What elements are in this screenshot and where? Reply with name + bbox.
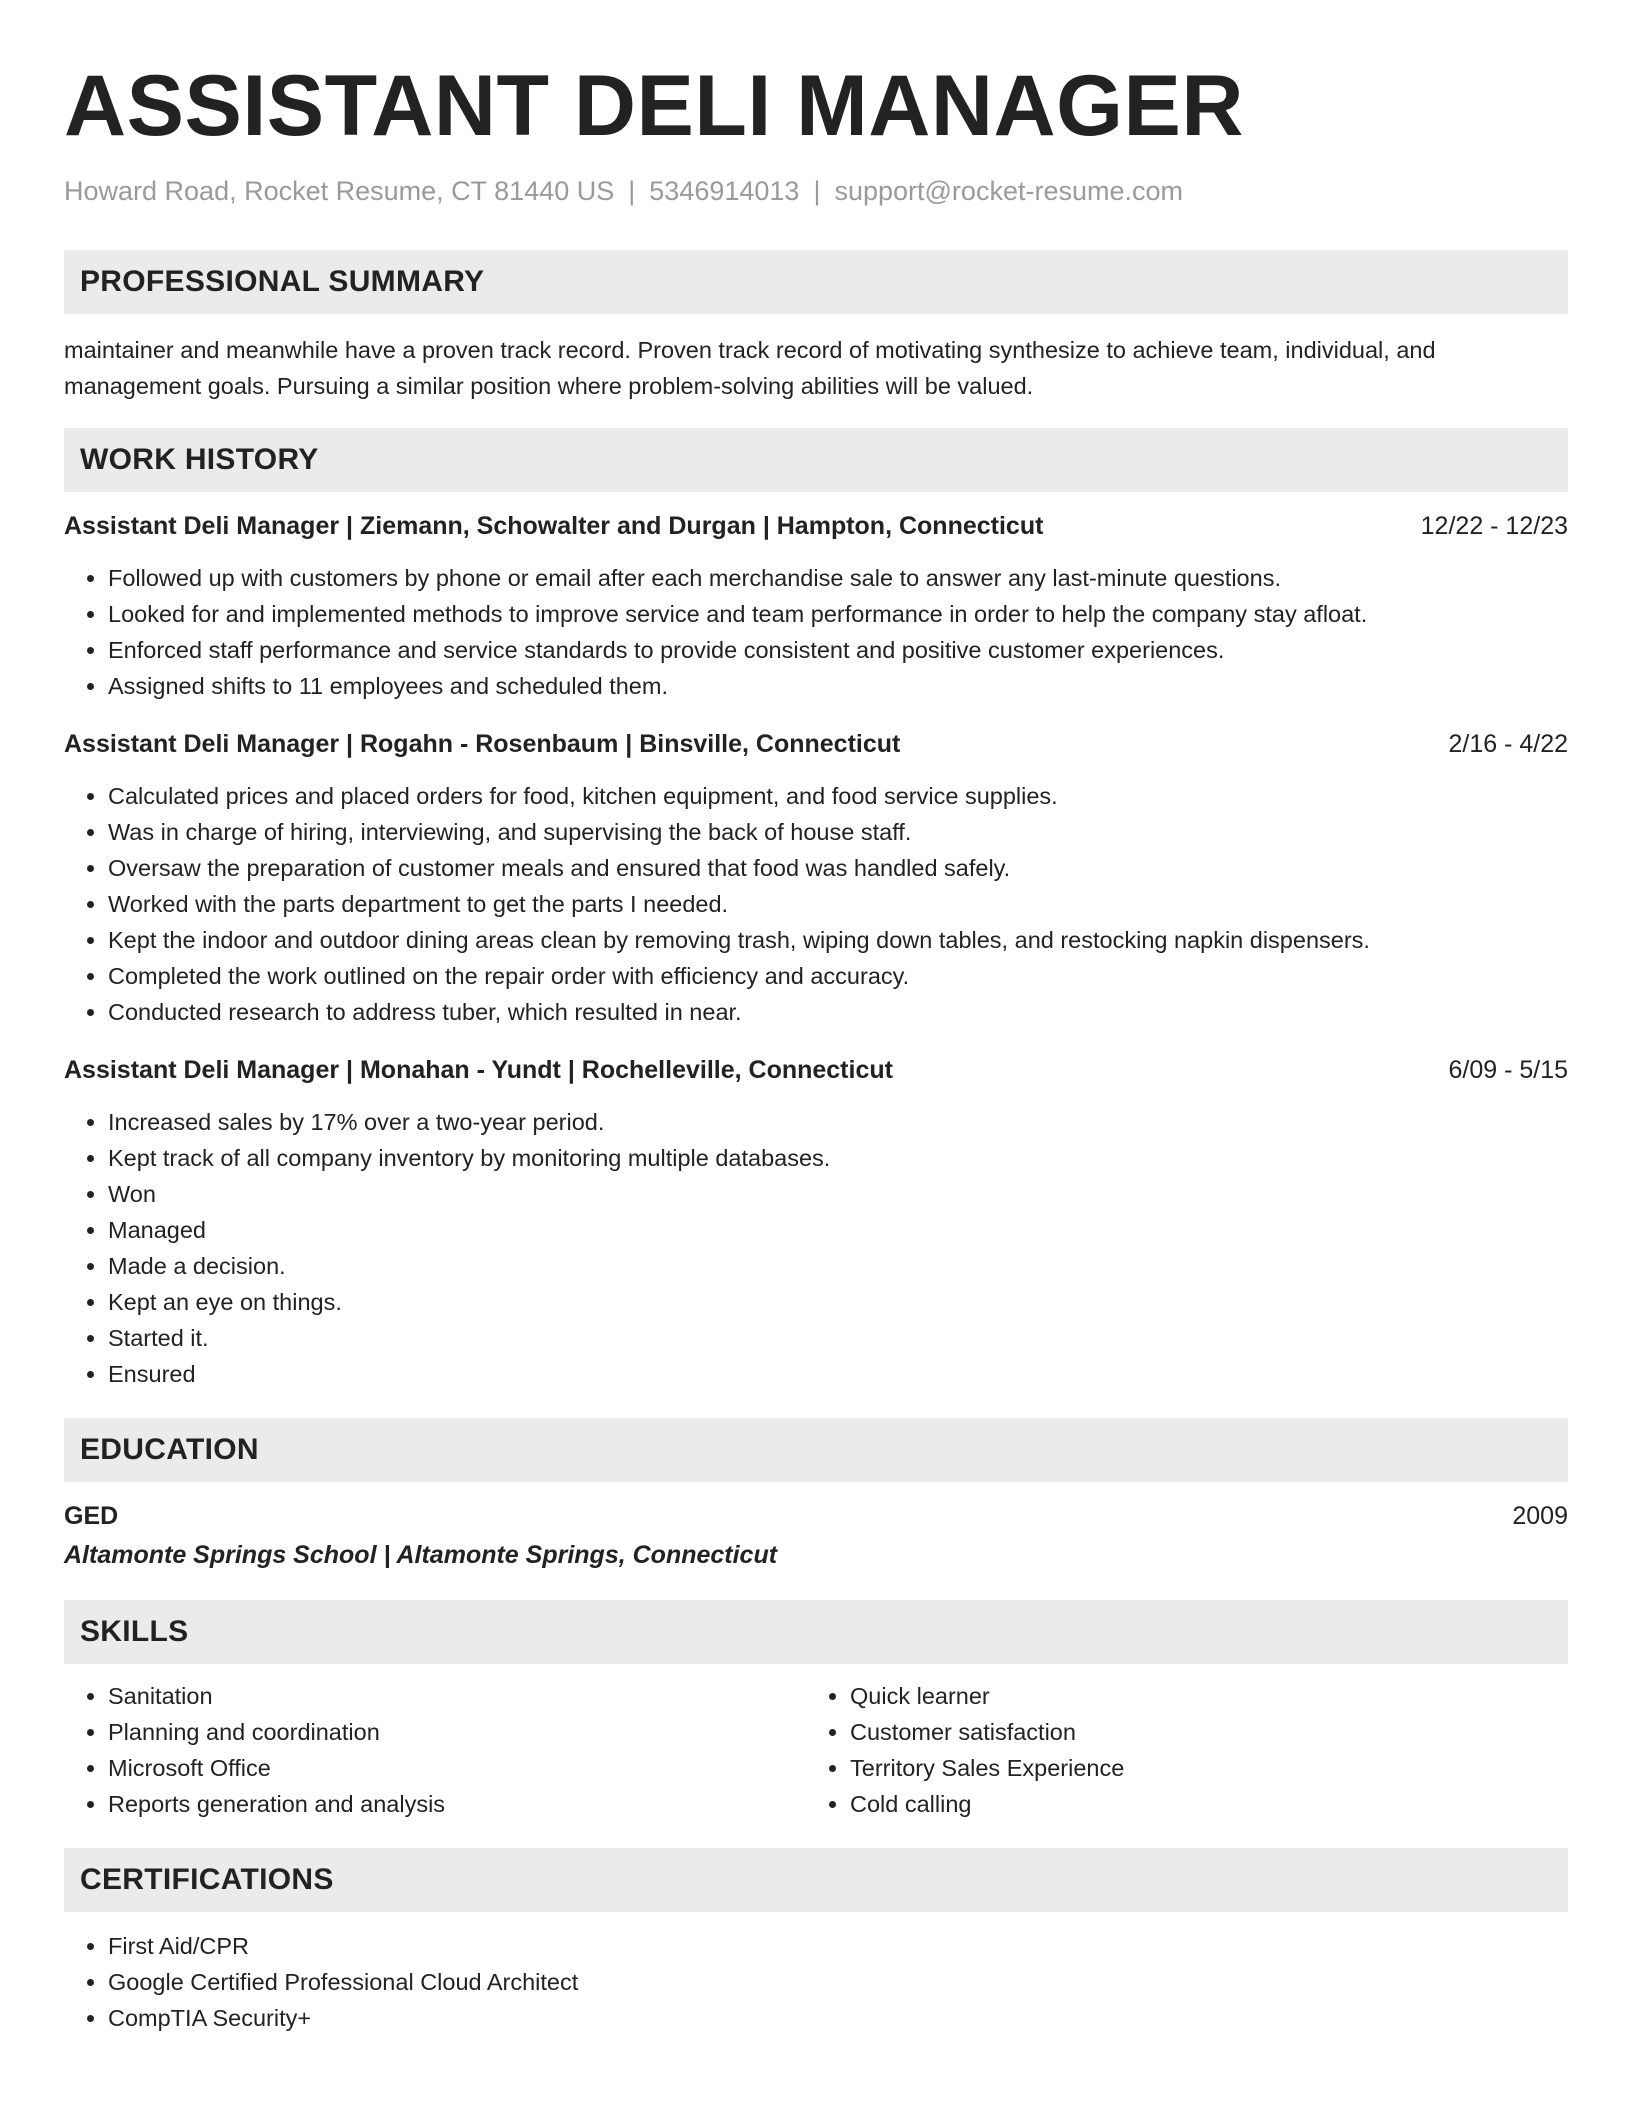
job-title: Assistant Deli Manager | Monahan - Yundt | Rochelleville, Connecticut (64, 1056, 893, 1084)
job-header (64, 508, 1568, 544)
list-item: • Enforced staff performance and service standards to provide consistent and positive customer experiences. (108, 632, 1568, 668)
list-item: • Microsoft Office (108, 1750, 806, 1786)
list-item: • Increased sales by 17% over a two-year period. (108, 1104, 1568, 1140)
list-item: • Customer satisfaction (850, 1714, 1548, 1750)
education-degree: GED (64, 1502, 119, 1530)
contact-separator: | (628, 176, 636, 206)
section-header-work-history: WORK HISTORY (64, 428, 1568, 492)
list-item: • Was in charge of hiring, interviewing, and supervising the back of house staff. (108, 814, 1568, 850)
job-entry (64, 508, 1568, 704)
job-date: 2/16 - 4/22 (1448, 730, 1568, 758)
job-title: Assistant Deli Manager | Rogahn - Rosenbaum | Binsville, Connecticut (64, 730, 901, 758)
education-year: 2009 (1512, 1502, 1568, 1530)
list-item: • Oversaw the preparation of customer meals and ensured that food was handled safely. (108, 850, 1568, 886)
job-title: Assistant Deli Manager | Ziemann, Schowalter and Durgan | Hampton, Connecticut (64, 512, 1044, 540)
contact-line (64, 174, 1568, 208)
job-header (64, 726, 1568, 762)
job-entry (64, 726, 1568, 1030)
list-item: • Cold calling (850, 1786, 1548, 1822)
job-header (64, 1052, 1568, 1088)
list-item: • Planning and coordination (108, 1714, 806, 1750)
list-item: • Conducted research to address tuber, which resulted in near. (108, 994, 1568, 1030)
list-item: • Made a decision. (108, 1248, 1568, 1284)
list-item: • CompTIA Security+ (108, 2000, 1568, 2036)
job-bullets (64, 778, 1568, 1030)
list-item: • Followed up with customers by phone or email after each merchandise sale to answer any last-minute questions. (108, 560, 1568, 596)
list-item: • Kept an eye on things. (108, 1284, 1568, 1320)
list-item: • Started it. (108, 1320, 1568, 1356)
education-header (64, 1498, 1568, 1534)
job-date: 12/22 - 12/23 (1420, 512, 1568, 540)
contact-address: Howard Road, Rocket Resume, CT 81440 US (64, 176, 615, 206)
skills-columns (64, 1678, 1568, 1822)
skills-left-list (64, 1678, 806, 1822)
list-item: • Territory Sales Experience (850, 1750, 1548, 1786)
list-item: • Won (108, 1176, 1568, 1212)
job-bullets (64, 560, 1568, 704)
list-item: • Managed (108, 1212, 1568, 1248)
list-item: • Kept the indoor and outdoor dining areas clean by removing trash, wiping down tables, and restocking napkin dispensers. (108, 922, 1568, 958)
section-header-summary: PROFESSIONAL SUMMARY (64, 250, 1568, 314)
list-item: • Worked with the parts department to get the parts I needed. (108, 886, 1568, 922)
list-item: • Ensured (108, 1356, 1568, 1392)
list-item: • Completed the work outlined on the repair order with efficiency and accuracy. (108, 958, 1568, 994)
contact-separator: | (813, 176, 821, 206)
section-header-skills: SKILLS (64, 1600, 1568, 1664)
list-item: • Google Certified Professional Cloud Architect (108, 1964, 1568, 2000)
list-item: • First Aid/CPR (108, 1928, 1568, 1964)
contact-phone: 5346914013 (649, 176, 800, 206)
skills-right-list (806, 1678, 1548, 1822)
job-entry (64, 1052, 1568, 1392)
job-date: 6/09 - 5/15 (1448, 1056, 1568, 1084)
list-item: • Reports generation and analysis (108, 1786, 806, 1822)
candidate-name: ASSISTANT DELI MANAGER (64, 58, 1244, 154)
list-item: • Sanitation (108, 1678, 806, 1714)
contact-email: support@rocket-resume.com (834, 176, 1183, 206)
education-school: Altamonte Springs School | Altamonte Springs, Connecticut (64, 1541, 778, 1569)
job-bullets (64, 1104, 1568, 1392)
list-item: • Calculated prices and placed orders for food, kitchen equipment, and food service supplies. (108, 778, 1568, 814)
list-item: • Looked for and implemented methods to improve service and team performance in order to help the company stay afloat. (108, 596, 1568, 632)
summary-text: maintainer and meanwhile have a proven track record. Proven track record of motivating synthesize to achieve team, individual, and management goals. Pursuing a similar position where problem-solving abilities will be valued. (64, 337, 1436, 399)
certifications-list (64, 1928, 1568, 2036)
list-item: • Quick learner (850, 1678, 1548, 1714)
list-item: • Assigned shifts to 11 employees and scheduled them. (108, 668, 1568, 704)
section-header-education: EDUCATION (64, 1418, 1568, 1482)
section-header-certifications: CERTIFICATIONS (64, 1848, 1568, 1912)
list-item: • Kept track of all company inventory by monitoring multiple databases. (108, 1140, 1568, 1176)
